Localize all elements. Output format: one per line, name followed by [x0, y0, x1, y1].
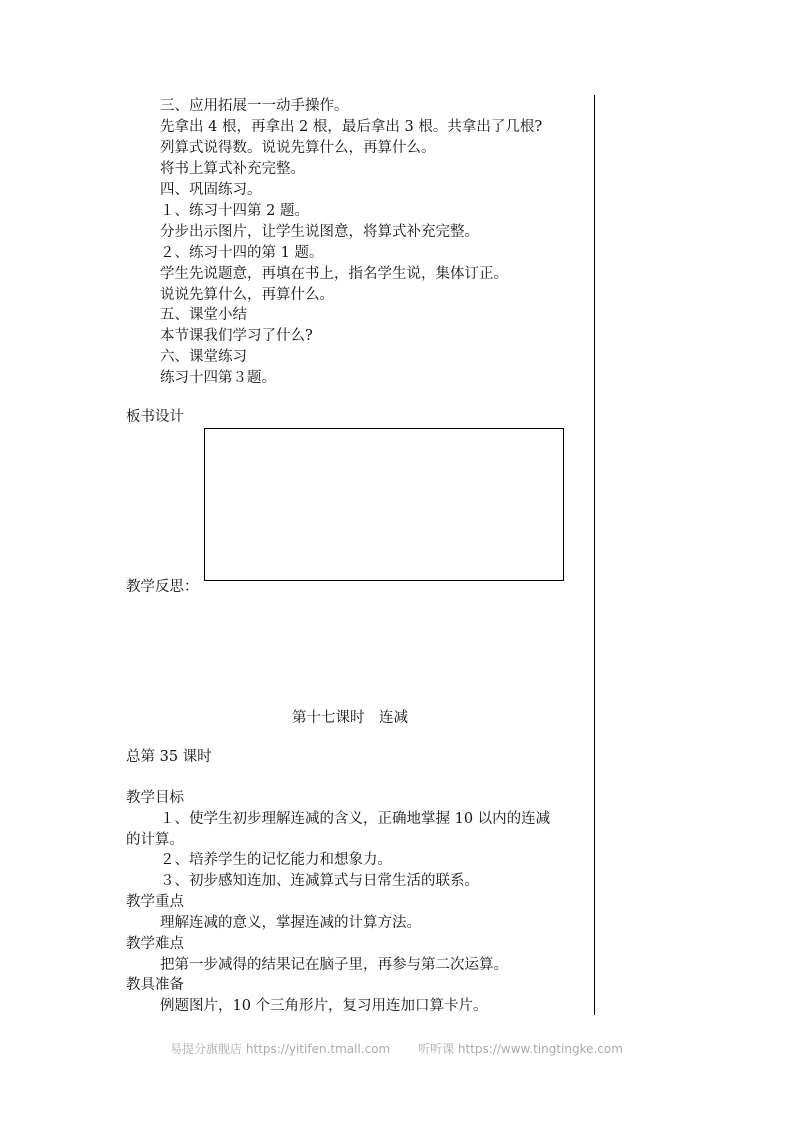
goal-item: １、使学生初步理解连减的含义，正确地掌握 10 以内的连减	[160, 811, 551, 827]
reflection-label: 教学反思：	[126, 579, 199, 595]
section-heading: 六、课堂练习	[160, 349, 247, 365]
total-lesson-number: 总第 35 课时	[126, 749, 212, 765]
board-design-box	[204, 428, 564, 581]
key-point-heading: 教学重点	[126, 894, 184, 910]
materials-heading: 教具准备	[126, 977, 184, 993]
key-point-text: 理解连减的意义，掌握连减的计算方法。	[160, 915, 421, 931]
text-line: 先拿出 4 根，再拿出 2 根，最后拿出 3 根。共拿出了几根?	[160, 119, 543, 135]
goal-item: ２、培养学生的记忆能力和想象力。	[160, 852, 392, 868]
text-line: 分步出示图片，让学生说图意，将算式补充完整。	[160, 224, 479, 240]
text-line: 说说先算什么，再算什么。	[160, 287, 334, 303]
difficulty-text: 把第一步减得的结果记在脑子里，再参与第二次运算。	[160, 957, 508, 973]
page-footer	[0, 1040, 793, 1057]
text-line: 本节课我们学习了什么?	[160, 328, 313, 344]
text-line: 练习十四第３题。	[160, 370, 276, 386]
section-heading: 五、课堂小结	[160, 307, 247, 323]
text-line: ２、练习十四的第 1 题。	[160, 245, 324, 261]
board-design-label: 板书设计	[126, 409, 184, 425]
goal-item: ３、初步感知连加、连减算式与日常生活的联系。	[160, 873, 479, 889]
text-line: １、练习十四第 2 题。	[160, 203, 309, 219]
footer-shop-link[interactable]: 易提分旗舰店 https://yitifen.tmall.com	[170, 1042, 391, 1056]
section-heading: 三、应用拓展一一动手操作。	[160, 98, 349, 114]
text-line: 列算式说得数。说说先算什么，再算什么。	[160, 140, 436, 156]
footer-site-link[interactable]: 听听课 https://www.tingtingke.com	[418, 1042, 623, 1056]
section-heading: 四、巩固练习。	[160, 182, 262, 198]
lesson-title: 第十七课时 连减	[292, 710, 408, 726]
goal-item-continued: 的计算。	[126, 832, 184, 848]
text-line: 学生先说题意，再填在书上，指名学生说，集体订正。	[160, 266, 508, 282]
difficulty-heading: 教学难点	[126, 936, 184, 952]
materials-text: 例题图片，10 个三角形片，复习用连加口算卡片。	[160, 998, 488, 1014]
text-line: 将书上算式补充完整。	[160, 161, 305, 177]
goals-heading: 教学目标	[126, 790, 184, 806]
page-margin-rule	[594, 95, 595, 1015]
